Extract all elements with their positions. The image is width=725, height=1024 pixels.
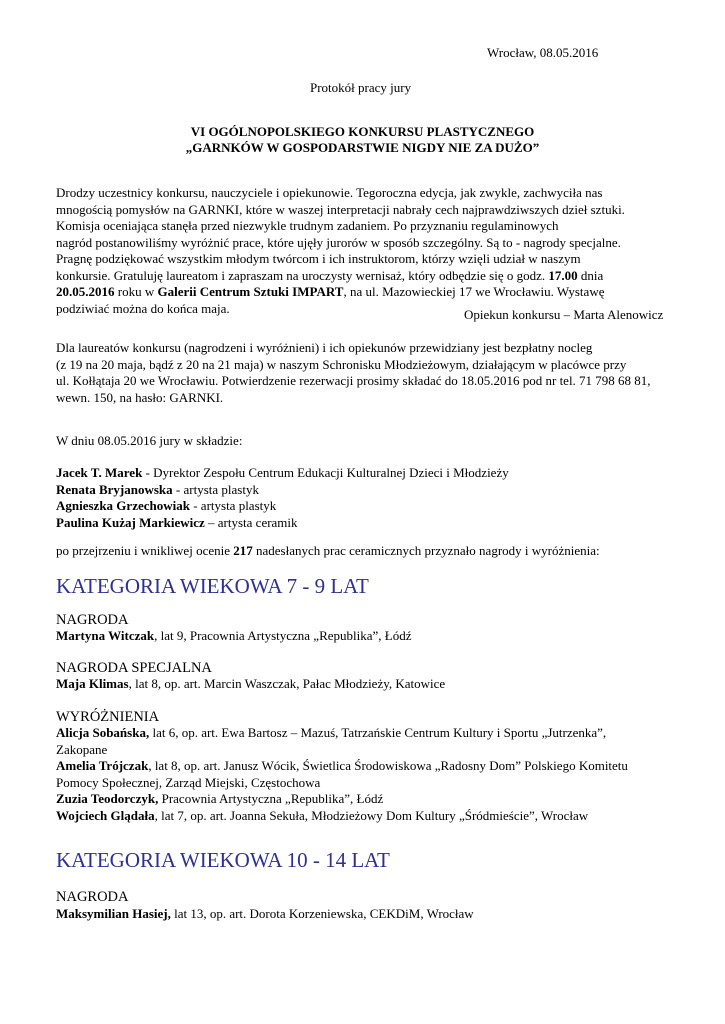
honoree-details: , lat 7, op. art. Joanna Sekuła, Młodzieżowy Dom Kultury „Śródmieście”, Wrocław: [154, 807, 589, 823]
accommodation-line: wewn. 150, na hasło: GARNKI.: [56, 389, 224, 405]
submissions-count: 217: [233, 543, 253, 558]
winner-name: Martyna Witczak: [56, 628, 155, 643]
accommodation-line: Dla laureatów konkursu (nagrodzeni i wyróżnieni) i ich opiekunów przewidziany jest bezpłatny nocleg: [56, 340, 593, 355]
document-date: Wrocław, 08.05.2016: [487, 45, 599, 60]
honoree-name: Amelia Trójczak: [56, 758, 149, 773]
winner-name: Maksymilian Hasiej,: [56, 906, 171, 921]
contest-title-line2: „GARNKÓW W GOSPODARSTWIE NIGDY NIE ZA DUŻO”: [185, 140, 540, 155]
honoree-name: Wojciech Glądała: [56, 807, 155, 823]
jury-member-role: - Dyrektor Zespołu Centrum Edukacji Kulturalnej Dzieci i Młodzieży: [142, 465, 509, 480]
jury-member-role: - artysta plastyk: [172, 481, 259, 497]
intro-paragraph: [56, 185, 625, 317]
jury-member: [56, 498, 509, 515]
summary-text: nadesłanych prac ceramicznych przyznało nagrody i wyróżnienia:: [252, 543, 600, 558]
accommodation-line: (z 19 na 20 maja, bądź z 20 na 21 maja) w naszym Schronisku Młodzieżowym, działającym w placówce przy: [56, 356, 627, 372]
jury-member: [56, 515, 509, 532]
vernissage-venue: Galerii Centrum Sztuki IMPART: [157, 284, 344, 299]
intro-line: [56, 284, 625, 301]
category-heading-7-9: KATEGORIA WIEKOWA 7 - 9 LAT: [56, 574, 369, 598]
jury-member-name: Renata Bryjanowska: [56, 481, 173, 497]
jury-member-name: Paulina Kużaj Markiewicz: [56, 514, 205, 530]
winner-name: Maja Klimas: [56, 676, 129, 691]
organizer-signature: Opiekun konkursu – Marta Alenowicz: [464, 307, 664, 322]
honoree-details: Pracownia Artystyczna „Republika”, Łódź: [158, 791, 384, 806]
intro-text: dnia: [577, 267, 604, 283]
jury-member: [56, 482, 509, 499]
vernissage-date: 20.05.2016: [56, 284, 115, 299]
accommodation-line: ul. Kołłątaja 20 we Wrocławiu. Potwierdzenie rezerwacji prosimy składać do 18.05.2016 pod nr tel. 71 798 68 81,: [56, 373, 651, 388]
accommodation-paragraph: [56, 340, 651, 406]
special-prize-winner: [56, 676, 445, 693]
winner-details: lat 13, op. art. Dorota Korzeniewska, CEKDiM, Wrocław: [170, 906, 474, 921]
jury-list: [56, 465, 509, 531]
honor-entry: [56, 758, 628, 775]
special-prize-heading: NAGRODA SPECJALNA: [56, 660, 212, 676]
winner-details: , lat 8, op. art. Marcin Waszczak, Pałac Młodzieży, Katowice: [128, 676, 446, 691]
jury-member-role: – artysta ceramik: [204, 514, 298, 530]
intro-line: Drodzy uczestnicy konkursu, nauczyciele i opiekunowie. Tegoroczna edycja, jak zwykle, zachwyciła nas: [56, 185, 603, 200]
honoree-details: lat 6, op. art. Ewa Bartosz – Mazuś, Tatrzańskie Centrum Kultury i Sportu „Jutrzenka”,: [149, 725, 607, 740]
jury-member-role: - artysta plastyk: [189, 498, 277, 513]
jury-member: [56, 465, 509, 482]
honor-entry-continued: Zakopane: [56, 741, 108, 757]
prize-heading: NAGRODA: [56, 889, 129, 905]
intro-line: nagród postanowiliśmy wyróżnić prace, które ujęły jurorów w sposób szczególny. Są to - nagrody specjalne.: [56, 234, 621, 250]
honor-entry: [56, 725, 628, 742]
honoree-name: Zuzia Teodorczyk,: [56, 791, 159, 806]
honoree-details: , lat 8, op. art. Janusz Wócik, Świetlica Środowiskowa „Radosny Dom” Polskiego Komitetu: [148, 758, 628, 773]
honor-entry: [56, 791, 628, 808]
intro-line: Komisja oceniająca stanęła przed niezwykle trudnym zadaniem. Po przyznaniu regulaminowych: [56, 218, 559, 233]
honors-heading: WYRÓŻNIENIA: [56, 709, 160, 725]
vernissage-time: 17.00: [548, 267, 578, 283]
intro-line: Pragnę podziękować wszystkim młodym twórcom i ich instruktorom, którzy wzięli udział w naszym: [56, 251, 581, 266]
intro-line: podziwiać można do końca maja.: [56, 300, 230, 316]
prize-winner: [56, 906, 474, 923]
winner-details: , lat 9, Pracownia Artystyczna „Republika”, Łódź: [154, 628, 412, 643]
protocol-title: Protokół pracy jury: [310, 80, 412, 95]
honors-list: [56, 725, 628, 824]
summary-text: po przejrzeniu i wnikliwej ocenie: [56, 543, 234, 558]
jury-member-name: Agnieszka Grzechowiak: [56, 498, 190, 513]
honor-entry: [56, 808, 628, 825]
intro-text: konkursie. Gratuluję laureatom i zapraszam na uroczysty wernisaż, który odbędzie się o godz.: [56, 267, 549, 283]
jury-summary: [56, 543, 600, 560]
intro-text: , na ul. Mazowieckiej 17 we Wrocławiu. Wystawę: [343, 284, 605, 299]
intro-text: roku w: [114, 284, 158, 299]
jury-member-name: Jacek T. Marek: [56, 465, 143, 480]
jury-intro: W dniu 08.05.2016 jury w składzie:: [56, 433, 243, 448]
intro-line: [56, 268, 625, 285]
intro-line: mnogością pomysłów na GARNKI, które w waszej interpretacji nabrały cech najprawdziwszych dzieł sztuki.: [56, 201, 625, 217]
prize-winner: [56, 628, 412, 645]
category-heading-10-14: KATEGORIA WIEKOWA 10 - 14 LAT: [56, 848, 390, 872]
honoree-name: Alicja Sobańska,: [56, 725, 150, 740]
contest-title-line1: VI OGÓLNOPOLSKIEGO KONKURSU PLASTYCZNEGO: [190, 124, 535, 139]
honor-entry-continued: Pomocy Społecznej, Zarząd Miejski, Częstochowa: [56, 774, 321, 790]
prize-heading: NAGRODA: [56, 612, 129, 628]
